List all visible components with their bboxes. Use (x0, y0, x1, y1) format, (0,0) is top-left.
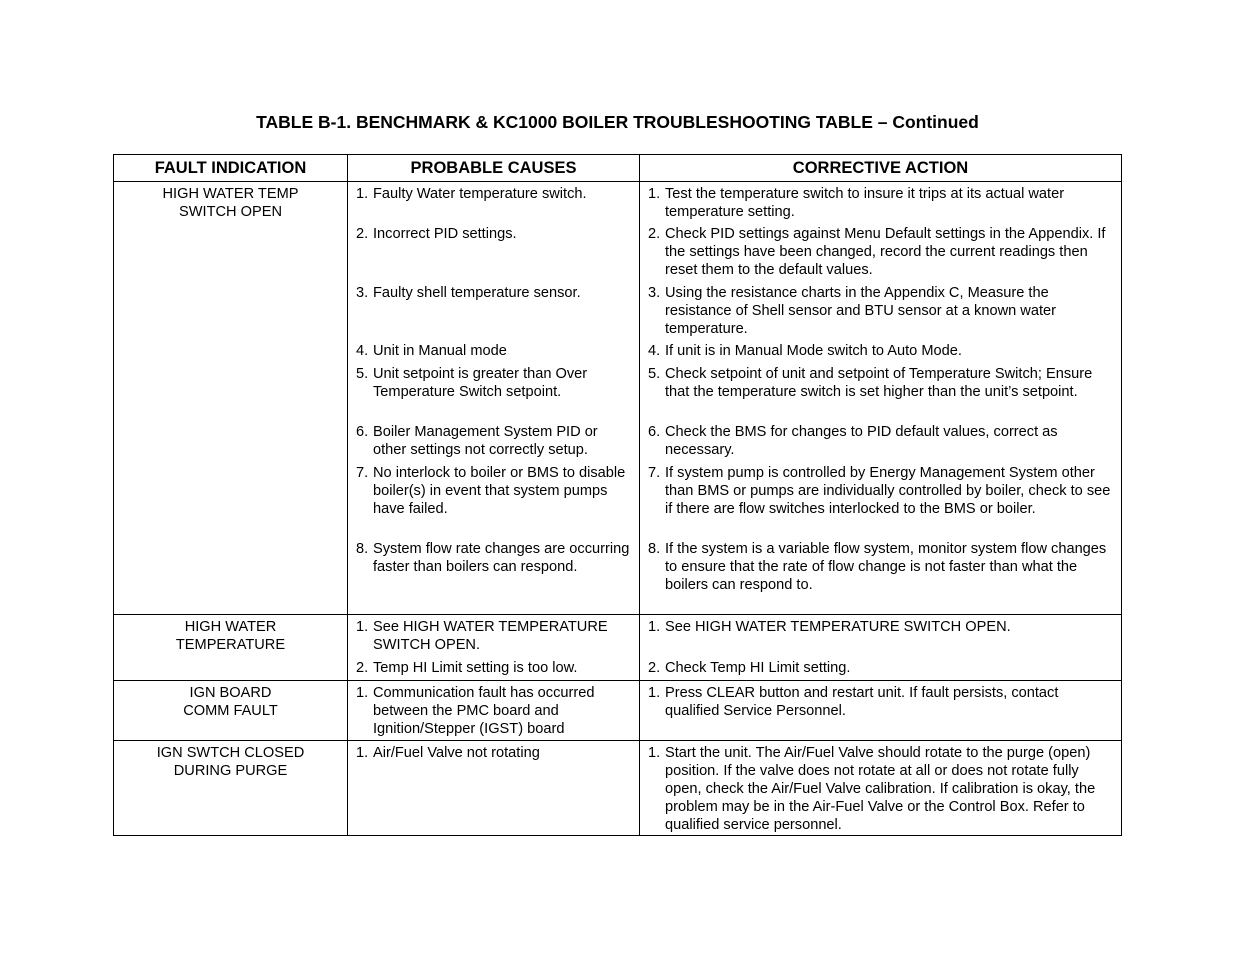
action-number: 3. (648, 285, 661, 301)
cause-number: 8. (356, 541, 369, 557)
cause-cell (348, 420, 640, 461)
cause-text: Boiler Management System PID or other settings not correctly setup. (373, 424, 598, 458)
table-header-row (114, 155, 1122, 182)
action-text: Press CLEAR button and restart unit. If fault persists, contact qualified Service Personnel. (665, 685, 1059, 719)
cause-text: Temp HI Limit setting is too low. (373, 660, 578, 676)
action-text: If unit is in Manual Mode switch to Auto Mode. (665, 343, 962, 359)
cause-cell (348, 741, 640, 836)
action-cell (640, 537, 1122, 615)
cause-cell (348, 681, 640, 741)
fault-cell (114, 182, 348, 615)
fault-cell (114, 741, 348, 836)
fault-label-line: SWITCH OPEN (179, 204, 282, 220)
action-cell (640, 420, 1122, 461)
action-number: 1. (648, 685, 661, 701)
action-cell (640, 182, 1122, 223)
action-text: Test the temperature switch to insure it trips at its actual water temperature setting. (665, 186, 1065, 220)
action-number: 4. (648, 343, 661, 359)
action-text: Check Temp HI Limit setting. (665, 660, 851, 676)
cause-text: Communication fault has occurred between the PMC board and Ignition/Stepper (IGST) board (373, 685, 595, 737)
cause-number: 2. (356, 660, 369, 676)
cause-number: 2. (356, 226, 369, 242)
action-number: 2. (648, 226, 661, 242)
header-probable-causes: PROBABLE CAUSES (348, 155, 640, 182)
action-number: 1. (648, 745, 661, 761)
action-text: Check the BMS for changes to PID default values, correct as necessary. (665, 424, 1058, 458)
action-text: Check PID settings against Menu Default settings in the Appendix. If the settings have been changed, record the current readings then reset them to the default values. (665, 226, 1106, 278)
cause-text: Faulty shell temperature sensor. (373, 285, 581, 301)
table-row (114, 615, 1122, 657)
fault-label-line: DURING PURGE (173, 763, 288, 779)
action-number: 6. (648, 424, 661, 440)
cause-number: 5. (356, 366, 369, 382)
cause-number: 6. (356, 424, 369, 440)
cause-text: Unit in Manual mode (373, 343, 507, 359)
action-cell (640, 222, 1122, 281)
action-cell (640, 362, 1122, 420)
action-number: 1. (648, 186, 661, 202)
action-cell (640, 681, 1122, 741)
action-text: Using the resistance charts in the Appendix C, Measure the resistance of Shell sensor and BTU sensor at a known water temperature. (665, 285, 1056, 337)
fault-cell (114, 615, 348, 681)
fault-label-line: COMM FAULT (183, 703, 278, 719)
cause-number: 1. (356, 619, 369, 635)
fault-label-line: HIGH WATER TEMP (162, 186, 299, 202)
action-text: See HIGH WATER TEMPERATURE SWITCH OPEN. (665, 619, 1011, 635)
cause-cell (348, 339, 640, 362)
cause-cell (348, 461, 640, 537)
cause-text: Unit setpoint is greater than Over Temperature Switch setpoint. (373, 366, 588, 400)
cause-cell (348, 656, 640, 681)
fault-cell (114, 681, 348, 741)
table-row (114, 741, 1122, 836)
cause-text: No interlock to boiler or BMS to disable boiler(s) in event that system pumps have failed. (373, 465, 626, 517)
action-cell (640, 281, 1122, 339)
action-number: 2. (648, 660, 661, 676)
action-number: 7. (648, 465, 661, 481)
cause-text: See HIGH WATER TEMPERATURE SWITCH OPEN. (373, 619, 608, 653)
fault-label-line: HIGH WATER (184, 619, 277, 635)
page-title: TABLE B-1. BENCHMARK & KC1000 BOILER TROUBLESHOOTING TABLE – Continued (256, 112, 979, 132)
action-text: Start the unit. The Air/Fuel Valve should rotate to the purge (open) position. If the valve does not rotate at all or does not rotate fully open, check the Air/Fuel Valve calibration. If calibration is okay, the problem may be in the Air-Fuel Valve or the Control Box. Refer to qualified service personnel. (665, 745, 1096, 833)
fault-label-line: IGN SWTCH CLOSED (156, 745, 305, 761)
cause-number: 4. (356, 343, 369, 359)
action-cell (640, 741, 1122, 836)
cause-cell (348, 362, 640, 420)
cause-cell (348, 615, 640, 657)
action-text: If system pump is controlled by Energy Management System other than BMS or pumps are individually controlled by boiler, check to see if there are flow switches interlocked to the BMS or boiler. (665, 465, 1111, 517)
table-row (114, 182, 1122, 223)
cause-cell (348, 182, 640, 223)
cause-text: Incorrect PID settings. (373, 226, 517, 242)
action-cell (640, 461, 1122, 537)
action-text: If the system is a variable flow system, monitor system flow changes to ensure that the rate of flow change is not faster than what the boilers can respond to. (665, 541, 1107, 593)
cause-number: 1. (356, 745, 369, 761)
cause-cell (348, 281, 640, 339)
troubleshooting-table (113, 154, 1122, 836)
fault-label-line: TEMPERATURE (175, 637, 286, 653)
cause-text: System flow rate changes are occurring faster than boilers can respond. (373, 541, 630, 575)
cause-cell (348, 537, 640, 615)
action-text: Check setpoint of unit and setpoint of Temperature Switch; Ensure that the temperature switch is set higher than the unit’s setpoint. (665, 366, 1093, 400)
header-fault-indication: FAULT INDICATION (114, 155, 348, 182)
cause-number: 7. (356, 465, 369, 481)
cause-cell (348, 222, 640, 281)
action-cell (640, 656, 1122, 681)
action-number: 1. (648, 619, 661, 635)
fault-label-line: IGN BOARD (189, 685, 272, 701)
action-cell (640, 339, 1122, 362)
action-number: 5. (648, 366, 661, 382)
cause-text: Air/Fuel Valve not rotating (373, 745, 540, 761)
cause-text: Faulty Water temperature switch. (373, 186, 587, 202)
action-cell (640, 615, 1122, 657)
cause-number: 1. (356, 186, 369, 202)
cause-number: 3. (356, 285, 369, 301)
action-number: 8. (648, 541, 661, 557)
header-corrective-action: CORRECTIVE ACTION (640, 155, 1122, 182)
table-row (114, 681, 1122, 741)
cause-number: 1. (356, 685, 369, 701)
